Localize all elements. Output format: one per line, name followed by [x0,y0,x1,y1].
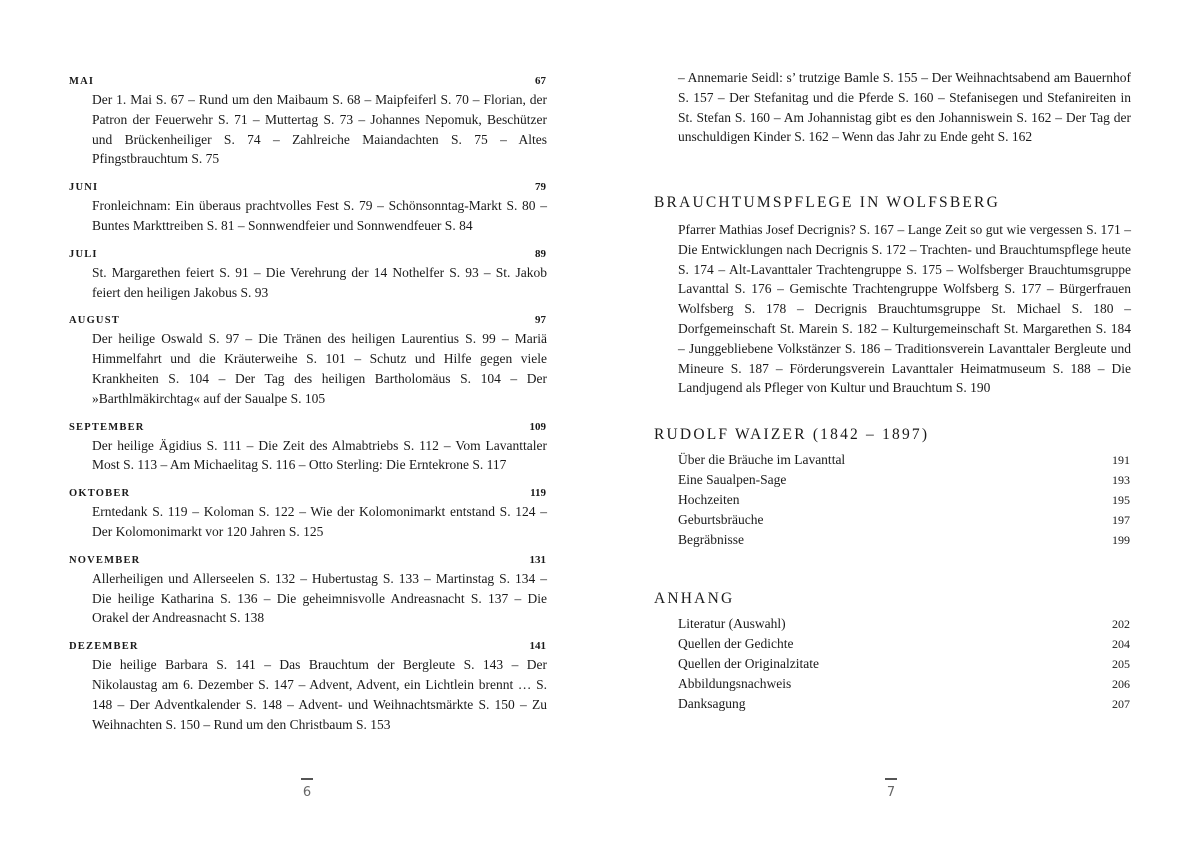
month-contents: Allerheiligen und Allerseelen S. 132 – Hubertustag S. 133 – Martinstag S. 134 – Die heilige Katharina S. 136 – Die geheimnisvolle Andreasnacht S. 137 – Die Orakel der Andreasnacht S. 138 [92,570,547,626]
section-title-waizer: RUDOLF WAIZER (1842 – 1897) [654,426,930,443]
toc-entry-page: 205 [1112,657,1130,671]
month-heading [69,418,546,436]
month-heading [69,311,546,329]
month-name: JUNI [69,182,99,194]
toc-entry-page: 199 [1112,533,1130,547]
toc-entry [678,490,1130,510]
folio-rule [885,778,897,780]
page-number-left [297,778,317,800]
month-page-number: 109 [529,420,546,433]
dezember-continuation: – Annemarie Seidl: s’ trutzige Bamle S. 155 – Der Weihnachtsabend am Bauernhof S. 157 – Der Stefanitag und die Pferde S. 160 – Stefanisegen und Stefanireiten in St. Stefan S. 160 – Am Johannistag gibt es den Johanniswein S. 162 – Der Tag der unschuldigen Kinder S. 162 – Wenn das Jahr zu Ende geht S. 162 [678,70,1131,145]
toc-entry [678,450,1130,470]
toc-entry-label: Abbildungsnachweis [678,676,792,691]
month-page-number: 79 [535,181,546,194]
toc-entry [678,510,1130,530]
month-contents: Fronleichnam: Ein überaus prachtvolles Fest S. 79 – Schönsonntag-Markt S. 80 – Buntes Markttreiben S. 81 – Sonnwendfeier und Sonnwendfeuer S. 84 [92,198,547,233]
toc-entry-label: Quellen der Originalzitate [678,656,819,671]
month-contents: Die heilige Barbara S. 141 – Das Brauchtum der Bergleute S. 143 – Der Nikolaustag am 6. Dezember S. 147 – Advent, Advent, ein Lichtlein brennt … S. 148 – Der Adventkalender S. 148 – Advent- und Weihnachtsmärkte S. 150 – Zu Weihnachten S. 150 – Rund um den Christbaum S. 153 [92,657,547,732]
month-name: OKTOBER [69,488,131,500]
month-entry-juli [69,245,546,303]
month-name: MAI [69,76,95,87]
toc-entry-page: 207 [1112,697,1130,711]
month-contents: Der heilige Oswald S. 97 – Die Tränen des heiligen Laurentius S. 99 – Mariä Himmelfahrt und die Kräuterweihe S. 101 – Schutz und Hilfe gegen viele Krankheiten S. 104 – Der Tag des heiligen Bartholomäus S. 104 – Der »Barthlmäkirchtag« auf der Saualpe S. 105 [92,331,547,406]
month-page-number: 67 [535,75,546,87]
section-title-anhang: ANHANG [654,590,735,607]
toc-entry [678,694,1130,714]
toc-entry-label: Quellen der Gedichte [678,636,794,651]
toc-entry-label: Danksagung [678,696,746,711]
right-page [600,0,1200,859]
month-entry-juni [69,178,546,236]
month-page-number: 119 [530,487,546,500]
month-heading [69,484,546,502]
month-entry-august [69,311,546,408]
month-heading [69,551,546,569]
month-heading [69,637,546,655]
month-heading [69,72,546,90]
toc-entry [678,530,1130,550]
month-name: DEZEMBER [69,641,139,653]
month-contents: Der heilige Ägidius S. 111 – Die Zeit des Almabtriebs S. 112 – Vom Lavanttaler Most S. 113 – Am Michaelitag S. 116 – Otto Sterling: Die Erntekrone S. 117 [92,437,547,473]
toc-entry-page: 195 [1112,493,1130,507]
month-entry-dezember [69,637,546,734]
month-list [69,72,546,743]
toc-entry-page: 191 [1112,453,1130,467]
section-contents-brauchtumspflege: Pfarrer Mathias Josef Decrignis? S. 167 – Lange Zeit so gut wie vergessen S. 171 – Die Entwicklungen nach Decrignis S. 172 – Trachten- und Brauchtumspflege heute S. 174 – Alt-Lavanttaler Trachtengruppe S. 175 – Wolfsberger Brauchtumsgruppe Lavanttal S. 176 – Gemischte Trachtengruppe Wolfsberg S. 177 – Bürgerfrauen Wolfsberg S. 178 – Decrignis Brauchtumsgruppe St. Michael S. 180 – Dorfgemeinschaft St. Marein S. 182 – Kulturgemeinschaft St. Margarethen S. 184 – Junggebliebene Volkstänzer S. 186 – Traditionsverein Lavanttaler Bergleute und Mineure S. 187 – Förderungsverein Lavanttaler Heimatmuseum S. 188 – Die Landjugend als Pfleger von Kultur und Brauchtum S. 190 [678,222,1131,396]
toc-entry [678,674,1130,694]
folio-number: 6 [302,785,312,800]
section-title-brauchtumspflege: BRAUCHTUMSPFLEGE IN WOLFSBERG [654,194,1000,211]
toc-entry-page: 197 [1112,513,1130,527]
toc-entry [678,654,1130,674]
month-entry-mai [69,72,546,169]
month-page-number: 131 [529,553,546,566]
toc-entry-label: Eine Saualpen-Sage [678,472,787,487]
toc-entry-page: 193 [1112,473,1130,487]
month-heading [69,178,546,196]
anhang-entries [678,614,1130,714]
page-number-right [881,778,901,800]
toc-entry-label: Über die Bräuche im Lavanttal [678,452,846,467]
waizer-entries [678,450,1130,550]
month-entry-september [69,418,546,476]
folio-number: 7 [886,785,896,800]
month-page-number: 89 [535,247,546,260]
toc-entry-page: 202 [1112,617,1130,631]
month-entry-oktober [69,484,546,542]
toc-entry-label: Literatur (Auswahl) [678,616,786,631]
month-name: AUGUST [69,315,120,327]
month-contents: Erntedank S. 119 – Koloman S. 122 – Wie der Kolomonimarkt entstand S. 124 – Der Kolomonimarkt vor 120 Jahren S. 125 [92,504,547,539]
month-name: NOVEMBER [69,554,141,566]
month-page-number: 97 [535,314,546,327]
toc-entry-label: Hochzeiten [678,492,740,507]
toc-entry [678,614,1130,634]
month-contents: St. Margarethen feiert S. 91 – Die Verehrung der 14 Nothelfer S. 93 – St. Jakob feiert den heiligen Jakobus S. 93 [92,264,547,300]
month-entry-november [69,551,546,628]
toc-entry [678,470,1130,490]
month-contents: Der 1. Mai S. 67 – Rund um den Maibaum S. 68 – Maipfeiferl S. 70 – Florian, der Patron der Feuerwehr S. 71 – Muttertag S. 73 – Johannes Nepomuk, Beschützer und Brückenheiliger S. 74 – Zahlreiche Maiandachten S. 75 – Altes Pfingstbrauchtum S. 75 [92,92,547,167]
toc-entry-page: 204 [1112,637,1130,651]
month-heading [69,245,546,263]
month-name: SEPTEMBER [69,421,145,433]
toc-entry-label: Geburtsbräuche [678,512,764,527]
toc-entry-label: Begräbnisse [678,532,744,547]
toc-entry-page: 206 [1112,677,1130,691]
toc-entry [678,634,1130,654]
month-page-number: 141 [529,640,546,653]
folio-rule [301,778,313,780]
month-name: JULI [69,248,98,260]
